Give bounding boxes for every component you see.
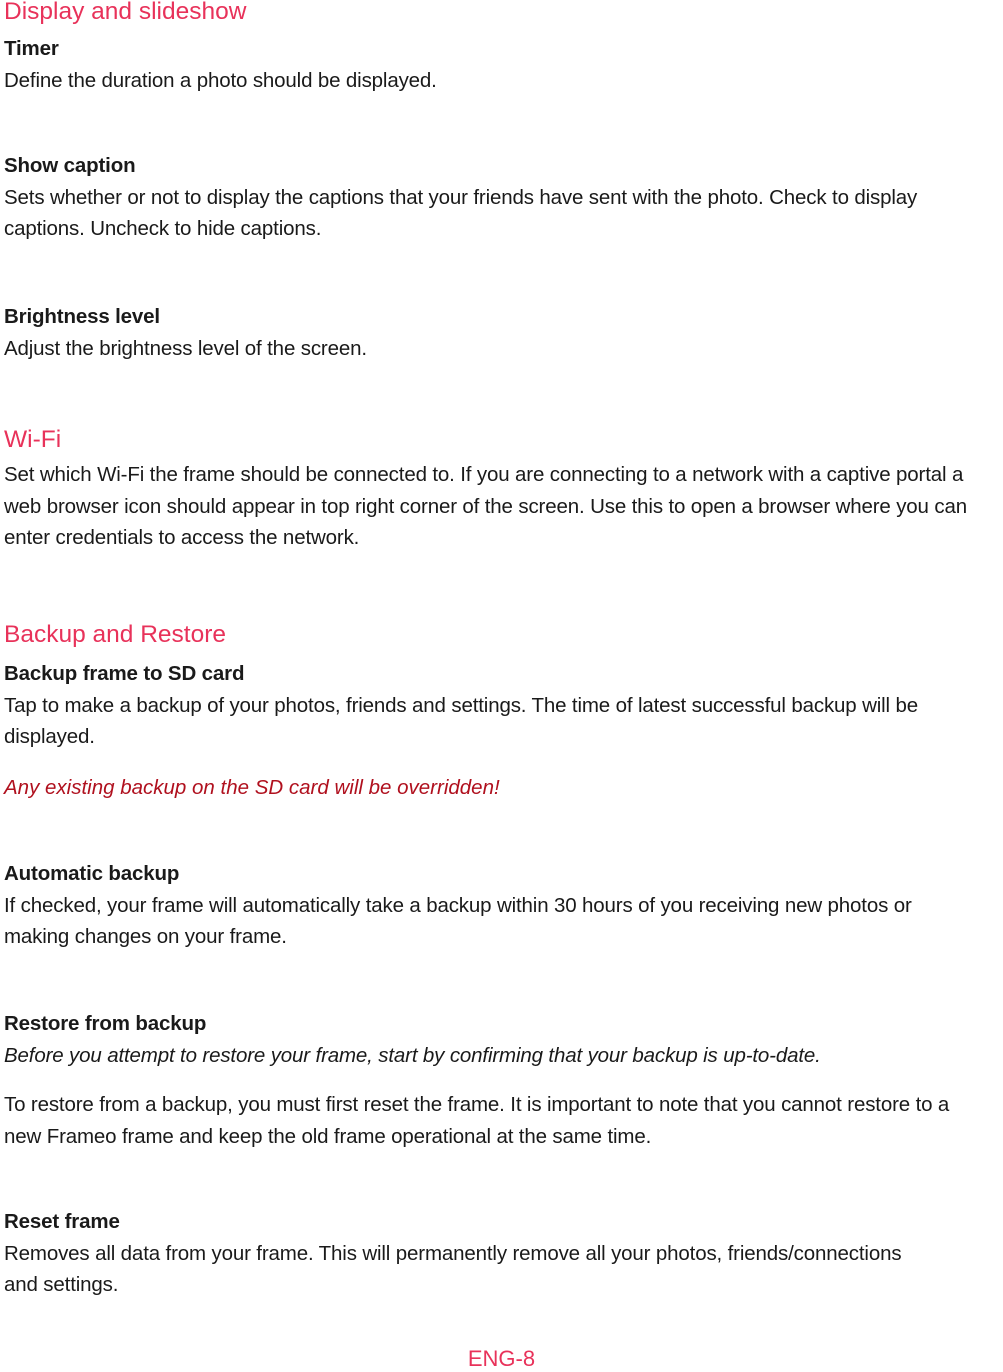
restore-note: Before you attempt to restore your frame, start by confirming that your backup is up-to-date. (4, 1043, 821, 1067)
reset-frame-text: Removes all data from your frame. This will permanently remove all your photos, friends/connections and settings. (4, 1241, 902, 1296)
page-number: ENG-8 (467, 1346, 536, 1371)
restore-item (4, 1008, 1000, 1071)
timer-text: Define the duration a photo should be displayed. (4, 68, 437, 92)
automatic-backup-title: Automatic backup (4, 862, 180, 885)
wifi-item (4, 459, 1000, 554)
show-caption-text: Sets whether or not to display the captions that your friends have sent with the photo. Check to display captions. Uncheck to hide captions. (4, 185, 918, 240)
section-title-backup: Backup and Restore (4, 621, 226, 648)
wifi-text: Set which Wi-Fi the frame should be connected to. If you are connecting to a network with a captive portal a web browser icon should appear in top right corner of the screen. Use this to open a browser where you can enter credentials to access the network. (4, 463, 967, 549)
timer-title: Timer (4, 37, 59, 60)
section-title-wifi: Wi-Fi (4, 426, 62, 453)
timer-item (4, 33, 1000, 96)
show-caption-title: Show caption (4, 154, 136, 177)
backup-sd-text: Tap to make a backup of your photos, friends and settings. The time of latest successful backup will be displayed. (4, 693, 919, 748)
show-caption-item (4, 150, 984, 245)
restore-text-block (4, 1089, 989, 1152)
automatic-backup-item (4, 858, 964, 953)
brightness-text: Adjust the brightness level of the screen. (4, 336, 367, 360)
backup-warning: Any existing backup on the SD card will be overridden! (4, 776, 500, 799)
section-title-display: Display and slideshow (4, 0, 247, 25)
backup-sd-item (4, 658, 979, 753)
backup-sd-title: Backup frame to SD card (4, 662, 245, 685)
reset-frame-title: Reset frame (4, 1210, 120, 1233)
restore-text: To restore from a backup, you must first reset the frame. It is important to note that you cannot restore to a new Frameo frame and keep the old frame operational at the same time. (4, 1093, 950, 1148)
brightness-item (4, 301, 1000, 364)
automatic-backup-text: If checked, your frame will automatically take a backup within 30 hours of you receiving new photos or making changes on your frame. (4, 893, 912, 948)
restore-title: Restore from backup (4, 1012, 207, 1035)
brightness-title: Brightness level (4, 305, 160, 328)
reset-frame-item (4, 1206, 904, 1301)
